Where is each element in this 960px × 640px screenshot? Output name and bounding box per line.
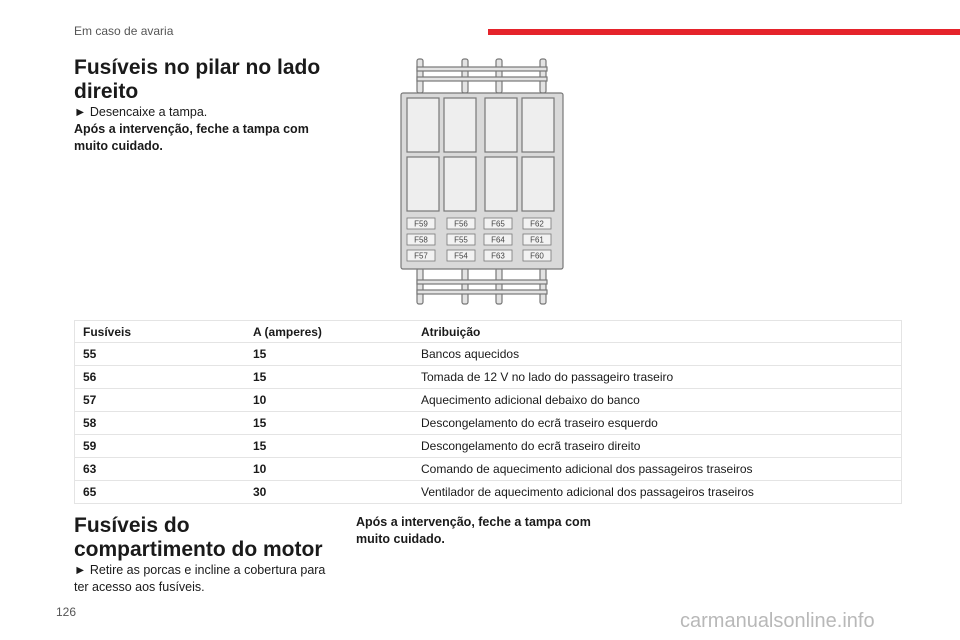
fuse-amperage: 30 [245,481,413,504]
instruction-step: ► Retire as porcas e incline a cobertura para ter acesso aos fusíveis. [74,563,326,594]
table-row [75,412,902,435]
fuse-amperage: 15 [245,435,413,458]
fuse-table [74,320,902,504]
fuse-label: F65 [491,219,505,229]
table-row [75,481,902,504]
fuse-label: F57 [414,251,428,261]
fuse-label: F64 [491,235,505,245]
table-row [75,343,902,366]
table-row [75,435,902,458]
instruction-note: Após a intervenção, feche a tampa com muito cuidado. [74,122,309,153]
fuse-label: F55 [454,235,468,245]
fuse-number: 55 [75,343,246,366]
fuse-number: 56 [75,366,246,389]
fuse-assignment: Tomada de 12 V no lado do passageiro traseiro [413,366,902,389]
fuse-number: 58 [75,412,246,435]
fuse-assignment: Bancos aquecidos [413,343,902,366]
instruction-step: ► Desencaixe a tampa. [74,105,208,119]
fuse-amperage: 15 [245,366,413,389]
section-title-engine: Fusíveis do compartimento do motor [74,514,323,561]
page-number: 126 [56,605,77,619]
fuse-label: F61 [530,235,544,245]
fuse-assignment: Aquecimento adicional debaixo do banco [413,389,902,412]
fuse-number: 59 [75,435,246,458]
table-row [75,458,902,481]
fuse-assignment: Descongelamento do ecrã traseiro esquerdo [413,412,902,435]
fuse-label: F63 [491,251,505,261]
fuse-assignment: Comando de aquecimento adicional dos passageiros traseiros [413,458,902,481]
column-header: Atribuição [413,321,902,343]
watermark: carmanualsonline.info [680,610,875,632]
fuse-label: F58 [414,235,428,245]
column-header: A (amperes) [245,321,413,343]
fuse-assignment: Descongelamento do ecrã traseiro direito [413,435,902,458]
fuse-box-diagram [395,55,575,310]
table-row [75,366,902,389]
fuse-amperage: 15 [245,412,413,435]
fuse-amperage: 15 [245,343,413,366]
fuse-label: F60 [530,251,544,261]
fuse-label: F59 [414,219,428,229]
section-title-pillar: Fusíveis no pilar no lado direito [74,56,321,103]
instruction-note: Após a intervenção, feche a tampa com muito cuidado. [356,515,591,546]
fuse-assignment: Ventilador de aquecimento adicional dos passageiros traseiros [413,481,902,504]
fuse-number: 57 [75,389,246,412]
accent-bar [488,29,960,35]
fuse-label: F56 [454,219,468,229]
fuse-label: F54 [454,251,468,261]
column-header: Fusíveis [75,321,246,343]
table-header-row [75,321,902,343]
fuse-amperage: 10 [245,458,413,481]
table-row [75,389,902,412]
fuse-number: 63 [75,458,246,481]
fuse-amperage: 10 [245,389,413,412]
section-header: Em caso de avaria [74,24,174,38]
fuse-number: 65 [75,481,246,504]
fuse-label: F62 [530,219,544,229]
